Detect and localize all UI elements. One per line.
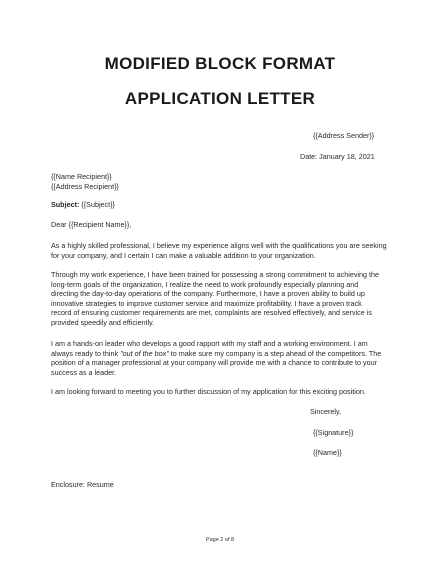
paragraph-line: directing the day-to-day operations of the company. Furthermore, I have a proven ability to build up [51, 289, 365, 299]
emphasis-text: "out of the box" [120, 348, 169, 358]
paragraph-line: success as a leader. [51, 367, 117, 377]
paragraph-line: Through my work experience, I have been trained for possessing a strong commitment to achieving the [51, 270, 379, 279]
page-number: Page 2 of 8 [205, 537, 235, 543]
paragraph-2 [51, 270, 391, 328]
paragraph-line: long-term goals of the organization, I realize the need to work profoundly especially planning and [51, 279, 359, 289]
paragraph-3 [51, 339, 391, 377]
letter-date: Date: January 18, 2021 [300, 152, 375, 161]
enclosure-note: Enclosure: Resume [51, 480, 114, 489]
subject-value: {{Subject}} [79, 200, 115, 209]
paragraph-line: position of a manager professional at your company will provide me with a chance to contribute to your [51, 358, 378, 368]
paragraph-line: provided speedily and efficiently. [51, 317, 155, 327]
name-placeholder: {{Name}} [313, 448, 342, 457]
subject-label: Subject: [51, 200, 80, 209]
recipient-block [51, 172, 119, 191]
paragraph-text: to make sure my company is a step ahead of the competitors. The [168, 348, 382, 358]
paragraph-line [51, 349, 391, 359]
paragraph-1 [51, 241, 391, 260]
address-sender: {{Address Sender}} [313, 131, 375, 140]
paragraph-4: I am looking forward to meeting you to further discussion of my application for this exciting position. [51, 387, 366, 396]
paragraph-line: innovative strategies to improve customer service and maximize profitability. I have a proven track [51, 298, 362, 308]
subject-line [51, 200, 115, 210]
document-title-line2: APPLICATION LETTER [124, 89, 316, 108]
greeting: Dear {{Recipient Name}}, [51, 220, 132, 229]
paragraph-text: always ready to think [51, 348, 121, 358]
paragraph-line: I am a hands-on leader who develops a good rapport with my staff and a working environment. I am [51, 339, 368, 348]
recipient-address: {{Address Recipient}} [51, 181, 119, 191]
signature-placeholder: {{Signature}} [313, 428, 354, 437]
paragraph-line: record of ensuring customer requirements are met, complaints are resolved effectively, and service is [51, 308, 372, 318]
paragraph-line: for your company, and I certain I can make a valuable addition to your organization. [51, 250, 316, 260]
closing-sincerely: Sincerely, [310, 407, 342, 416]
recipient-name: {{Name Recipient}} [51, 172, 112, 181]
document-title-line1: MODIFIED BLOCK FORMAT [104, 54, 336, 73]
paragraph-line: As a highly skilled professional, I believe my experience aligns well with the qualifications you are seeking [51, 241, 387, 250]
